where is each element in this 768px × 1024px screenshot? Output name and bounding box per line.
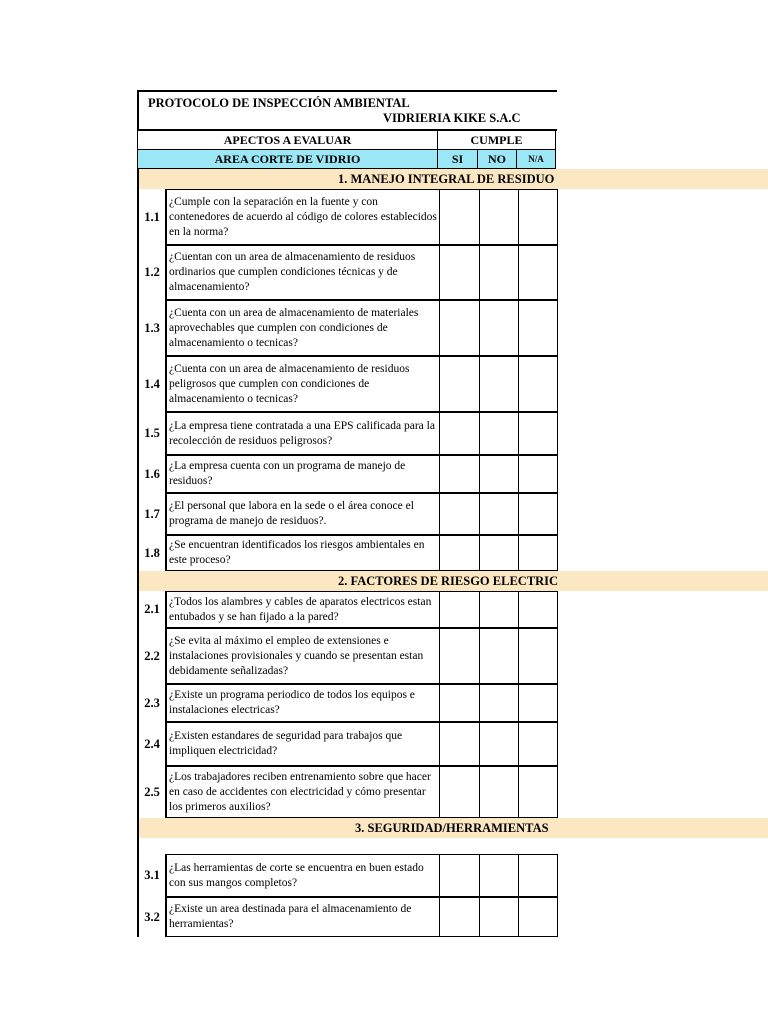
question-text: ¿Se evita al máximo el empleo de extensiones e instalaciones provisionales y cuando se presentan estan debidamente señalizadas?: [166, 628, 440, 684]
na-checkbox-cell[interactable]: [519, 628, 558, 684]
sections: [137, 169, 768, 937]
question-text: ¿Existe un area destinada para el almacenamiento de herramientas?: [166, 897, 440, 937]
no-checkbox-cell[interactable]: [480, 455, 519, 493]
question-number: 1.6: [139, 455, 166, 493]
question-row: [137, 897, 768, 937]
si-checkbox-cell[interactable]: [440, 356, 480, 412]
na-checkbox-cell[interactable]: [519, 455, 558, 493]
na-checkbox-cell[interactable]: [519, 897, 558, 937]
si-checkbox-cell[interactable]: [440, 455, 480, 493]
header-row-2: [137, 150, 768, 169]
header-row-1: [137, 131, 768, 150]
na-checkbox-cell[interactable]: [519, 854, 558, 897]
si-checkbox-cell[interactable]: [440, 412, 480, 455]
inspection-sheet: [137, 90, 768, 937]
question-number: 1.8: [139, 535, 166, 571]
protocol-title: PROTOCOLO DE INSPECCIÓN AMBIENTAL: [148, 96, 410, 110]
no-checkbox-cell[interactable]: [480, 245, 519, 300]
no-checkbox-cell[interactable]: [480, 189, 519, 245]
na-checkbox-cell[interactable]: [519, 493, 558, 535]
na-checkbox-cell[interactable]: [519, 300, 558, 356]
question-text: ¿Cuenta con un area de almacenamiento de residuos peligrosos que cumplen con condiciones de almacenamiento o tecnicas?: [166, 356, 440, 412]
question-text: ¿Cumple con la separación en la fuente y con contenedores de acuerdo al código de colores establecidos en la norma?: [166, 189, 440, 245]
question-number: 2.3: [139, 684, 166, 722]
no-checkbox-cell[interactable]: [480, 493, 519, 535]
no-checkbox-cell[interactable]: [480, 412, 519, 455]
no-checkbox-cell[interactable]: [480, 766, 519, 818]
area-header: AREA CORTE DE VIDRIO: [137, 150, 438, 169]
na-checkbox-cell[interactable]: [519, 766, 558, 818]
question-number: 2.4: [139, 722, 166, 766]
question-number: 1.7: [139, 493, 166, 535]
na-checkbox-cell[interactable]: [519, 535, 558, 571]
na-header: N/A: [517, 150, 556, 169]
na-checkbox-cell[interactable]: [519, 356, 558, 412]
question-number: 2.5: [139, 766, 166, 818]
si-checkbox-cell[interactable]: [440, 535, 480, 571]
section-header: [137, 571, 768, 591]
question-number: 1.4: [139, 356, 166, 412]
question-row: [137, 535, 768, 571]
question-row: [137, 455, 768, 493]
question-number: 3.1: [139, 854, 166, 897]
question-text: ¿Existe un programa periodico de todos los equipos e instalaciones electricas?: [166, 684, 440, 722]
si-checkbox-cell[interactable]: [440, 722, 480, 766]
no-checkbox-cell[interactable]: [480, 684, 519, 722]
question-number: 3.2: [139, 897, 166, 937]
question-text: ¿La empresa cuenta con un programa de manejo de residuos?: [166, 455, 440, 493]
na-checkbox-cell[interactable]: [519, 684, 558, 722]
question-text: ¿Existen estandares de seguridad para trabajos que impliquen electricidad?: [166, 722, 440, 766]
si-checkbox-cell[interactable]: [440, 591, 480, 628]
question-text: ¿Las herramientas de corte se encuentra en buen estado con sus mangos completos?: [166, 854, 440, 897]
no-checkbox-cell[interactable]: [480, 591, 519, 628]
title-block: [137, 90, 557, 131]
si-checkbox-cell[interactable]: [440, 628, 480, 684]
section-header: [137, 818, 768, 838]
na-checkbox-cell[interactable]: [519, 189, 558, 245]
no-checkbox-cell[interactable]: [480, 300, 519, 356]
question-row: [137, 356, 768, 412]
question-text: ¿Todos los alambres y cables de aparatos electricos estan entubados y se han fijado a la pared?: [166, 591, 440, 628]
si-checkbox-cell[interactable]: [440, 493, 480, 535]
aspects-header: APECTOS A EVALUAR: [137, 131, 438, 150]
na-checkbox-cell[interactable]: [519, 412, 558, 455]
cumple-header: CUMPLE: [438, 131, 556, 150]
question-number: 1.5: [139, 412, 166, 455]
company-name: VIDRIERIA KIKE S.A.C: [383, 111, 521, 125]
no-checkbox-cell[interactable]: [480, 854, 519, 897]
question-text: ¿Cuenta con un area de almacenamiento de materiales aprovechables que cumplen con condiciones de almacenamiento o tecnicas?: [166, 300, 440, 356]
si-checkbox-cell[interactable]: [440, 300, 480, 356]
section-title: 3. SEGURIDAD/HERRAMIENTAS: [355, 820, 549, 835]
question-row: [137, 854, 768, 897]
spacer: [137, 838, 139, 854]
no-checkbox-cell[interactable]: [480, 897, 519, 937]
si-checkbox-cell[interactable]: [440, 245, 480, 300]
si-header: SI: [438, 150, 478, 169]
question-row: [137, 189, 768, 245]
question-number: 1.3: [139, 300, 166, 356]
question-text: ¿La empresa tiene contratada a una EPS calificada para la recolección de residuos peligrosos?: [166, 412, 440, 455]
question-row: [137, 722, 768, 766]
section-header: [137, 169, 768, 189]
question-row: [137, 300, 768, 356]
question-row: [137, 493, 768, 535]
question-number: 2.1: [139, 591, 166, 628]
question-row: [137, 628, 768, 684]
no-checkbox-cell[interactable]: [480, 628, 519, 684]
question-text: ¿Se encuentran identificados los riesgos ambientales en este proceso?: [166, 535, 440, 571]
no-header: NO: [478, 150, 517, 169]
na-checkbox-cell[interactable]: [519, 722, 558, 766]
no-checkbox-cell[interactable]: [480, 535, 519, 571]
si-checkbox-cell[interactable]: [440, 897, 480, 937]
na-checkbox-cell[interactable]: [519, 245, 558, 300]
si-checkbox-cell[interactable]: [440, 189, 480, 245]
question-text: ¿Los trabajadores reciben entrenamiento sobre que hacer en caso de accidentes con electricidad y cómo presentar los primeros auxilios?: [166, 766, 440, 818]
question-text: ¿Cuentan con un area de almacenamiento de residuos ordinarios que cumplen condiciones técnicas y de almacenamiento?: [166, 245, 440, 300]
question-row: [137, 684, 768, 722]
section-title: 2. FACTORES DE RIESGO ELECTRIC: [338, 573, 559, 588]
si-checkbox-cell[interactable]: [440, 854, 480, 897]
question-row: [137, 245, 768, 300]
question-row: [137, 766, 768, 818]
question-row: [137, 591, 768, 628]
si-checkbox-cell[interactable]: [440, 766, 480, 818]
si-checkbox-cell[interactable]: [440, 684, 480, 722]
question-text: ¿El personal que labora en la sede o el área conoce el programa de manejo de residuos?.: [166, 493, 440, 535]
question-number: 2.2: [139, 628, 166, 684]
na-checkbox-cell[interactable]: [519, 591, 558, 628]
question-number: 1.1: [139, 189, 166, 245]
question-row: [137, 412, 768, 455]
section-title: 1. MANEJO INTEGRAL DE RESIDUO: [338, 171, 555, 186]
no-checkbox-cell[interactable]: [480, 722, 519, 766]
question-number: 1.2: [139, 245, 166, 300]
no-checkbox-cell[interactable]: [480, 356, 519, 412]
